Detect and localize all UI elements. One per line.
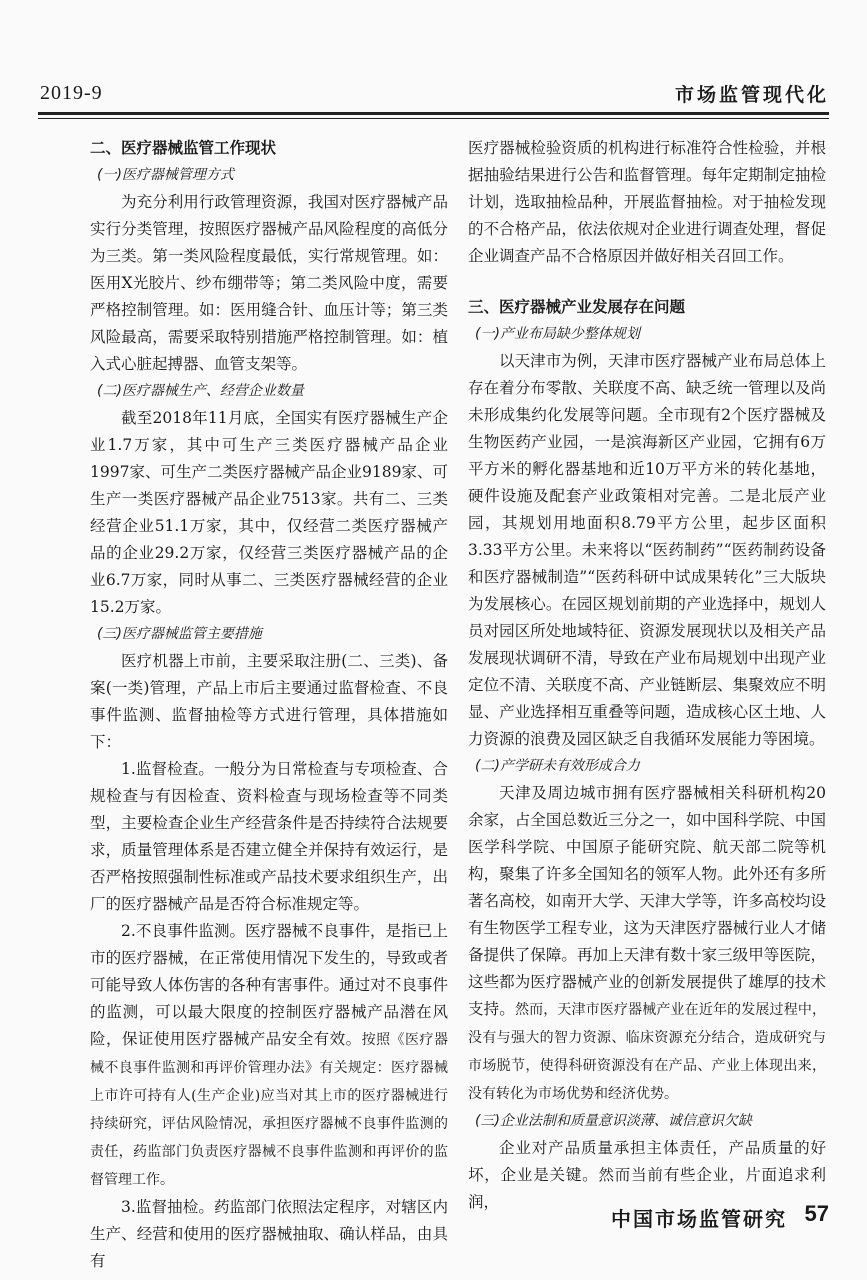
- section-heading: 三、医疗器械产业发展存在问题: [468, 298, 686, 316]
- paragraph: [468, 780, 826, 1108]
- subsection-heading: (二)产学研未有效形成合力: [475, 758, 640, 774]
- paragraph: [90, 918, 448, 1194]
- section-heading: 二、医疗器械监管工作现状: [90, 139, 277, 157]
- subsection-heading: (三)医疗器械监管主要措施: [97, 626, 262, 642]
- page-number: 57: [804, 1201, 829, 1226]
- paragraph: 1.监督检查。一般分为日常检查与专项检查、合规检查与有因检查、资料检查与现场检查等不同类型，主要检查企业生产经营条件是否持续符合法规要求，质量管理体系是否建立健全并保持有效运行，是否严格按照强制性标准或产品技术要求组织生产，出厂的医疗器械产品是否符合标准规定等。: [90, 760, 448, 913]
- paragraph-continued: 医疗器械检验资质的机构进行标准符合性检验，并根据抽验结果进行公告和监督管理。每年定期制定抽检计划，选取抽检品种，开展监督抽检。对于抽检发现的不合格产品，依法依规对企业进行调查处理，督促企业调查产品不合格原因并做好相关召回工作。: [468, 139, 826, 265]
- paragraph: 企业对产品质量承担主体责任，产品质量的好坏，企业是关键。然而当前有些企业，片面追求利润，: [468, 1139, 826, 1211]
- section-gap: [468, 270, 826, 294]
- header-rule: [38, 112, 829, 115]
- paragraph-part-small: 然而，天津市医疗器械产业在近年的发展过程中，没有与强大的智力资源、临床资源充分结合，造成研究与市场脱节，使得科研资源没有在产品、产业上体现出来，没有转化为市场优势和经济优势。: [468, 1002, 826, 1102]
- paragraph-part-small: 按照《医疗器械不良事件监测和再评价管理办法》有关规定：医疗器械上市许可持有人(生产企业)应当对其上市的医疗器械进行持续研究，评估风险情况，承担医疗器械不良事件监测的责任，药监部门负责医疗器械不良事件监测和再评价的监督管理工作。: [90, 1032, 448, 1188]
- subsection-heading: (三)企业法制和质量意识淡薄、诚信意识欠缺: [475, 1113, 752, 1129]
- paragraph: 医疗机器上市前，主要采取注册(二、三类)、备案(一类)管理，产品上市后主要通过监督检查、不良事件监测、监督抽检等方式进行管理，具体措施如下：: [90, 652, 448, 751]
- paragraph-part: 2.不良事件监测。医疗器械不良事件，是指已上市的医疗器械，在正常使用情况下发生的，导致或者可能导致人体伤害的各种有害事件。通过对不良事件的监测，可以最大限度的控制医疗器械产品潜在风险，保证使用医疗器械产品安全有效。: [90, 922, 448, 1048]
- footer-journal-title: 中国市场监管研究: [611, 1207, 787, 1231]
- subsection-heading: (一)医疗器械管理方式: [97, 167, 234, 183]
- subsection-heading: (二)医疗器械生产、经营企业数量: [97, 383, 304, 399]
- subsection-heading: (一)产业布局缺少整体规划: [475, 326, 640, 342]
- right-column: [468, 135, 826, 1216]
- paragraph: 为充分利用行政管理资源，我国对医疗器械产品实行分类管理，按照医疗器械产品风险程度的高低分为三类。第一类风险程度最低，实行常规管理。如：医用X光胶片、纱布绷带等；第二类风险中度，需要严格控制管理。如：医用缝合针、血压计等；第三类风险最高，需要采取特别措施严格控制管理。如：植入式心脏起搏器、血管支架等。: [90, 193, 448, 373]
- journal-title: 市场监管现代化: [674, 84, 829, 106]
- paragraph: 以天津市为例，天津市医疗器械产业布局总体上存在着分布零散、关联度不高、缺乏统一管理以及尚未形成集约化发展等问题。全市现有2个医疗器械及生物医药产业园，一是滨海新区产业园，它拥有6万平方米的孵化器基地和近10万平方米的转化基地，硬件设施及配套产业政策相对完善。二是北辰产业园，其规划用地面积8.79平方公里，起步区面积3.33平方公里。未来将以“医药制药”“医药制药设备和医疗器械制造”“医药科研中试成果转化”三大版块为发展核心。在园区规划前期的产业选择中，规划人员对园区所处地域特征、资源发展现状以及相关产品发展现状调研不清，导致在产业布局规划中出现产业定位不清、关联度不高、产业链断层、集聚效应不明显、产业选择相互重叠等问题，造成核心区土地、人力资源的浪费及园区缺乏自我循环发展能力等困境。: [468, 352, 826, 748]
- paragraph: 3.监督抽检。药监部门依照法定程序，对辖区内生产、经营和使用的医疗器械抽取、确认样品，由具有: [90, 1198, 448, 1270]
- paragraph: 截至2018年11月底，全国实有医疗器械生产企业1.7万家，其中可生产三类医疗器械产品企业1997家、可生产二类医疗器械产品企业9189家、可生产一类医疗器械产品企业7513家。共有二、三类经营企业51.1万家，其中，仅经营二类医疗器械产品的企业29.2万家，仅经营三类医疗器械产品的企业6.7万家，同时从事二、三类医疗器械经营的企业15.2万家。: [90, 409, 448, 616]
- header-rule-thin: [38, 118, 829, 119]
- left-column: [90, 135, 448, 1275]
- issue-number: 2019-9: [40, 82, 103, 104]
- paragraph-part: 天津及周边城市拥有医疗器械相关科研机构20余家，占全国总数近三分之一，如中国科学院、中国医学科学院、中国原子能研究院、航天部二院等机构，聚集了许多全国知名的领军人物。此外还有多所著名高校，如南开大学、天津大学等，许多高校均设有生物医学工程专业，这为天津医疗器械行业人才储备提供了保障。再加上天津有数十家三级甲等医院，这些都为医疗器械产业的创新发展提供了雄厚的技术支持。: [468, 784, 826, 1018]
